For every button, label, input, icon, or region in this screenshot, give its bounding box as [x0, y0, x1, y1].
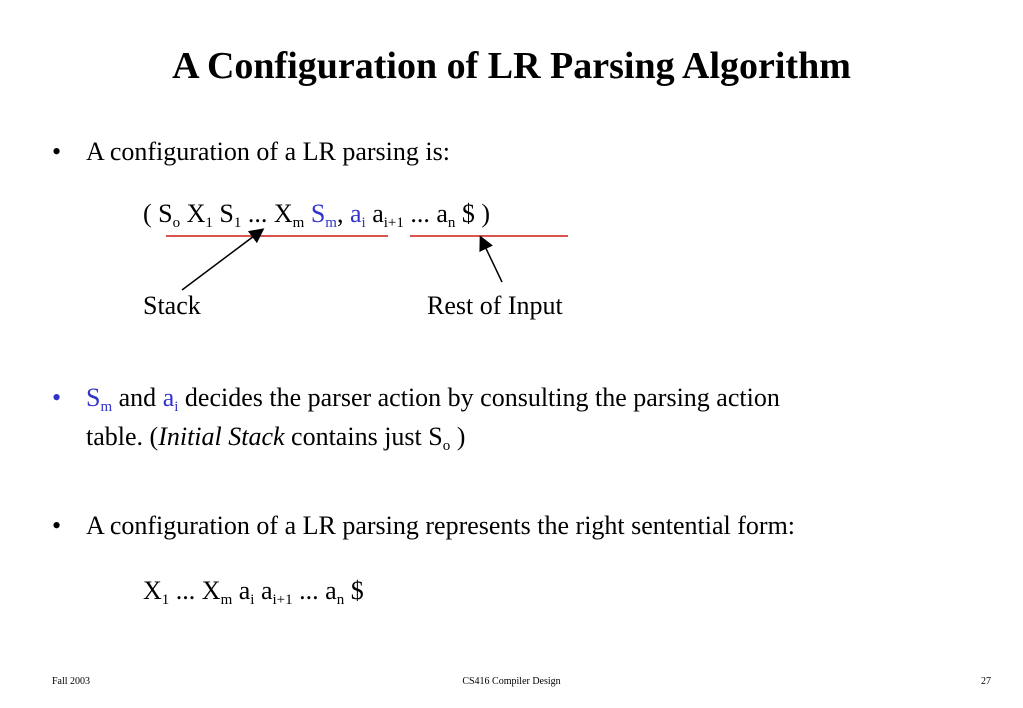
slide-title: A Configuration of LR Parsing Algorithm [172, 45, 851, 87]
footer-page-number: 27 [981, 676, 991, 687]
footer-course: CS416 Compiler Design [462, 676, 561, 687]
bullet-2-marker: • [52, 383, 62, 412]
bullet-2-line-1: $S_m$ and $a_i$ decides the parser action by consulting the parsing action [86, 383, 780, 415]
stack-label: Stack [143, 291, 201, 320]
bullet-3-text: A configuration of a LR parsing represents the right sentential form: [86, 511, 796, 540]
rest-of-input-label: Rest of Input [427, 291, 563, 320]
sentential-form-expression: $X_1$ ... $X_m$ $a_i$ $a_{i+1}$ ... $a_n$ $ [143, 576, 364, 608]
bullet-3-marker: • [52, 511, 62, 540]
stack-arrow [182, 230, 262, 290]
bullet-1-marker: • [52, 137, 62, 166]
input-arrow [481, 238, 502, 282]
configuration-expression: ( $S_o$ $X_1$ $S_1$ ... $X_m$ $S_m$, $a_i$ $a_{i+1}$ ... $a_n$ $ ) [143, 199, 491, 231]
bullet-1-text: A configuration of a LR parsing is: [86, 137, 450, 166]
bullet-2-line-2: table. (Initial Stack contains just $S_o$ ) [86, 422, 466, 454]
footer-date: Fall 2003 [52, 676, 91, 687]
